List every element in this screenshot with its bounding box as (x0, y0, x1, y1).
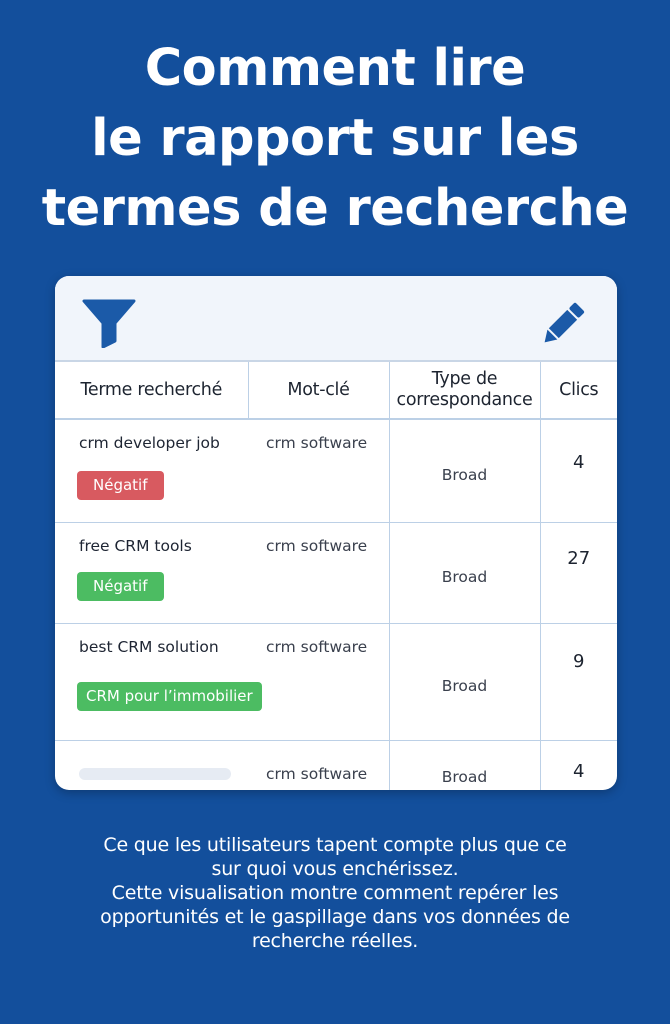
footer-line-1: Ce que les utilisateurs tapent compte plus que ce (103, 834, 567, 856)
table-row[interactable] (55, 523, 617, 624)
header-match-type[interactable] (389, 362, 540, 419)
match-type: Broad (389, 741, 540, 791)
term-cell (55, 419, 248, 523)
filter-icon[interactable] (81, 298, 137, 348)
footer-line-4: opportunités et le gaspillage dans vos données de (100, 906, 570, 928)
header-keyword[interactable]: Mot-clé (248, 362, 389, 419)
term-cell (55, 523, 248, 624)
keyword: crm software (266, 537, 368, 555)
term-cell (55, 624, 253, 741)
header-clicks[interactable]: Clics (540, 362, 617, 419)
clicks-cell (540, 624, 617, 741)
header-term[interactable]: Terme recherché (55, 362, 248, 419)
title-line-3: termes de recherche (41, 179, 629, 238)
table-header-row (55, 362, 617, 419)
pencil-icon[interactable] (537, 298, 589, 350)
term-cell (55, 741, 248, 791)
footer-line-5: recherche réelles. (251, 930, 419, 952)
search-term: crm developer job (79, 434, 220, 452)
match-type: Broad (389, 523, 540, 624)
header-match-line-1: Type de (431, 369, 498, 389)
clicks-cell (540, 419, 617, 523)
search-term: free CRM tools (79, 537, 192, 555)
search-terms-table (55, 362, 617, 790)
keyword-cell (248, 523, 389, 624)
report-toolbar (55, 276, 617, 362)
match-type: Broad (389, 624, 540, 741)
clicks-value: 27 (567, 548, 591, 569)
clicks-value: 4 (573, 452, 585, 473)
search-terms-report-card (55, 276, 617, 790)
keyword: crm software (266, 765, 368, 783)
page-title (0, 34, 670, 244)
keyword: crm software (266, 638, 368, 656)
clicks-value: 9 (573, 651, 585, 672)
title-line-2: le rapport sur les (91, 109, 579, 168)
clicks-cell (540, 741, 617, 791)
negative-tag[interactable]: Négatif (77, 471, 164, 500)
negative-tag[interactable]: Négatif (77, 572, 164, 601)
table-row[interactable] (55, 741, 617, 791)
clicks-value: 4 (573, 761, 585, 782)
title-line-1: Comment lire (144, 39, 526, 98)
footer-line-3: Cette visualisation montre comment repérer les (111, 882, 559, 904)
keyword-cell (248, 419, 389, 523)
table-row[interactable] (55, 419, 617, 523)
footer-description (40, 833, 630, 953)
match-type: Broad (389, 419, 540, 523)
keyword-cell (248, 741, 389, 791)
header-match-line-2: correspondance (396, 390, 533, 410)
footer-line-2: sur quoi vous enchérissez. (211, 858, 459, 880)
keyword-cell (248, 624, 389, 741)
term-placeholder-bar (79, 768, 231, 780)
table-row[interactable] (55, 624, 617, 741)
keyword: crm software (266, 434, 368, 452)
category-tag[interactable]: CRM pour l’immobilier (77, 682, 262, 711)
clicks-cell (540, 523, 617, 624)
search-term: best CRM solution (79, 638, 219, 656)
